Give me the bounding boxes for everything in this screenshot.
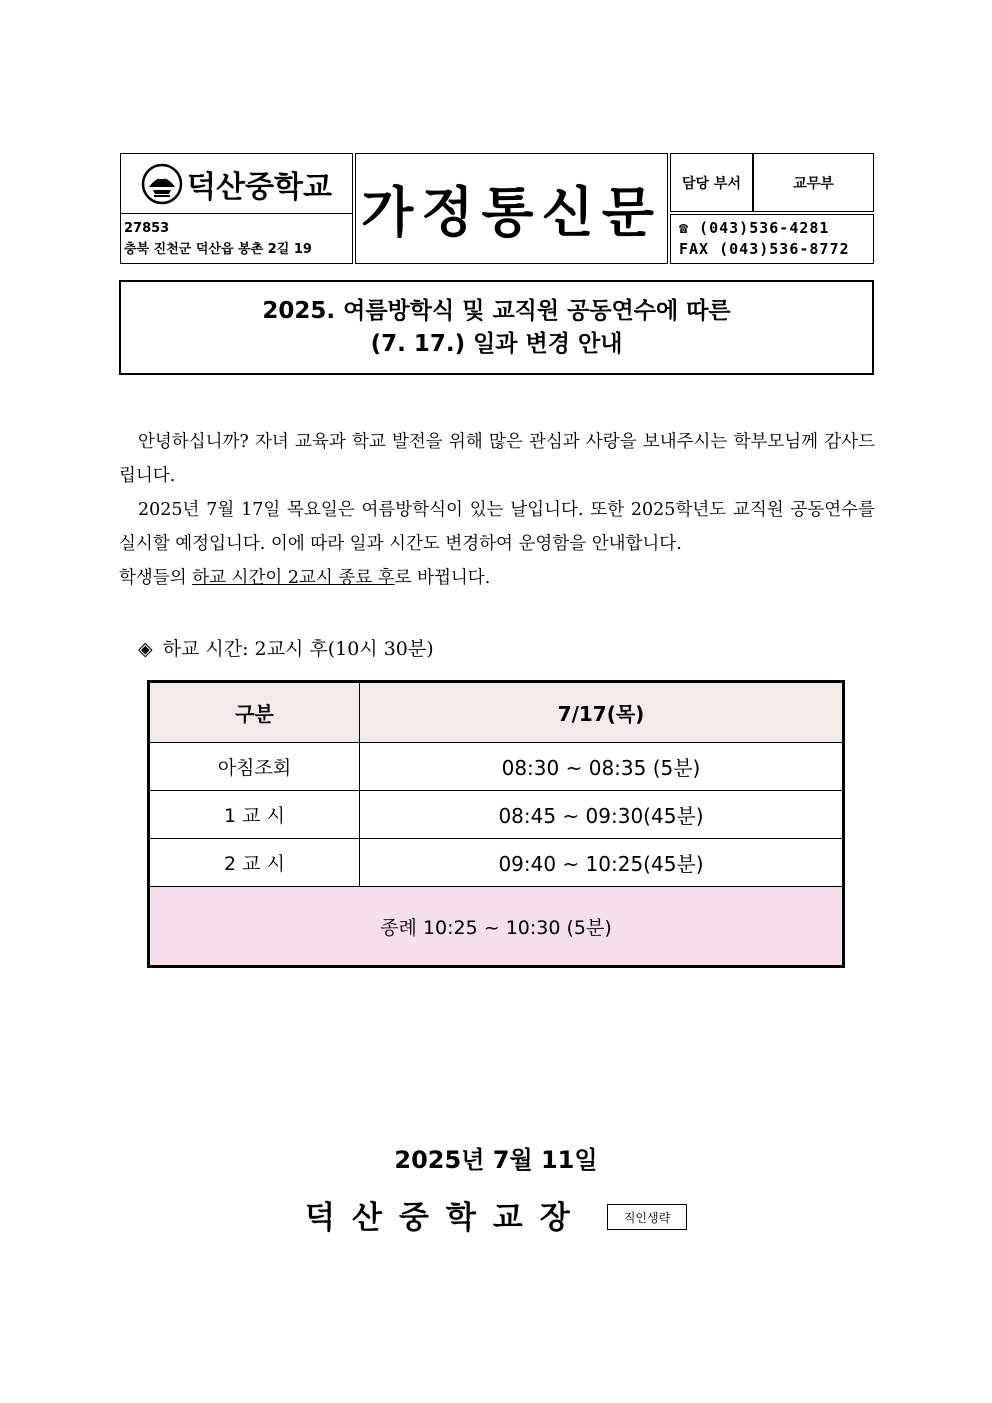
postal-code: 27853 [124, 221, 170, 236]
school-info-box [120, 153, 353, 264]
school-address-block [124, 218, 312, 260]
school-name-row [121, 154, 352, 214]
seal-omitted-box [607, 1204, 687, 1230]
phone-number: ☎ (043)536-4281 [679, 219, 830, 237]
body-paragraph-3 [119, 561, 875, 595]
dept-value: 교무부 [793, 175, 834, 192]
fax-number: FAX (043)536-8772 [679, 240, 850, 258]
body-paragraph-2: 2025년 7월 17일 목요일은 여름방학식이 있는 날입니다. 또한 2025학년도 교직원 공동연수를 실시할 예정입니다. 이에 따라 일과 시간도 변경하여 운영함을 안내합니다. [119, 500, 875, 554]
dismissal-time-highlight: 하교 시간이 2교시 종료 후 [192, 568, 395, 588]
diamond-bullet-icon: ◈ [138, 638, 153, 660]
table-row-time: 08:30 ~ 08:35 (5분) [360, 743, 843, 791]
table-row-time: 09:40 ~ 10:25(45분) [360, 839, 843, 887]
dept-label-box [670, 153, 753, 212]
notice-title-line-2: (7. 17.) 일과 변경 안내 [370, 331, 623, 357]
section-heading [138, 634, 434, 661]
table-row-time: 08:45 ~ 09:30(45분) [360, 791, 843, 839]
closing-assembly-time: 종례 10:25 ~ 10:30 (5분) [150, 887, 843, 966]
signer-name: 덕산중학교장 [305, 1200, 587, 1236]
table-header-date: 7/17(목) [360, 683, 843, 743]
table-row-label: 아침조회 [150, 743, 360, 791]
issue-date: 2025년 7월 11일 [394, 1146, 598, 1174]
dept-label: 담당 부서 [682, 175, 741, 192]
table-footer-row [150, 887, 843, 966]
school-emblem-icon [141, 163, 183, 205]
table-header-category: 구분 [150, 683, 360, 743]
table-row [150, 791, 843, 839]
table-header-row [150, 683, 843, 743]
body-text [119, 425, 875, 595]
body-paragraph-3-prefix: 학생들의 [119, 568, 193, 588]
school-address: 충북 진천군 덕산읍 봉촌 2길 19 [124, 242, 312, 257]
table-row-label: 1 교 시 [150, 791, 360, 839]
table-row-label: 2 교 시 [150, 839, 360, 887]
dept-value-box [753, 153, 874, 212]
body-paragraph-1: 안녕하십니까? 자녀 교육과 학교 발전을 위해 많은 관심과 사랑을 보내주시는 학부모님께 감사드립니다. [119, 432, 875, 486]
school-name: 덕산중학교 [187, 169, 332, 205]
table-row [150, 743, 843, 791]
doc-title: 가정통신문 [361, 181, 662, 244]
contact-box [670, 214, 874, 264]
seal-omitted-label: 직인생략 [623, 1210, 671, 1225]
schedule-table [149, 682, 843, 966]
letterhead [120, 153, 874, 264]
section-heading-text: 하교 시간: 2교시 후(10시 30분) [162, 638, 434, 660]
table-row [150, 839, 843, 887]
body-paragraph-3-suffix: 로 바뀝니다. [394, 568, 491, 588]
notice-title-line-1: 2025. 여름방학식 및 교직원 공동연수에 따른 [262, 298, 731, 324]
notice-title-box [119, 280, 874, 375]
doc-title-box [355, 153, 668, 264]
